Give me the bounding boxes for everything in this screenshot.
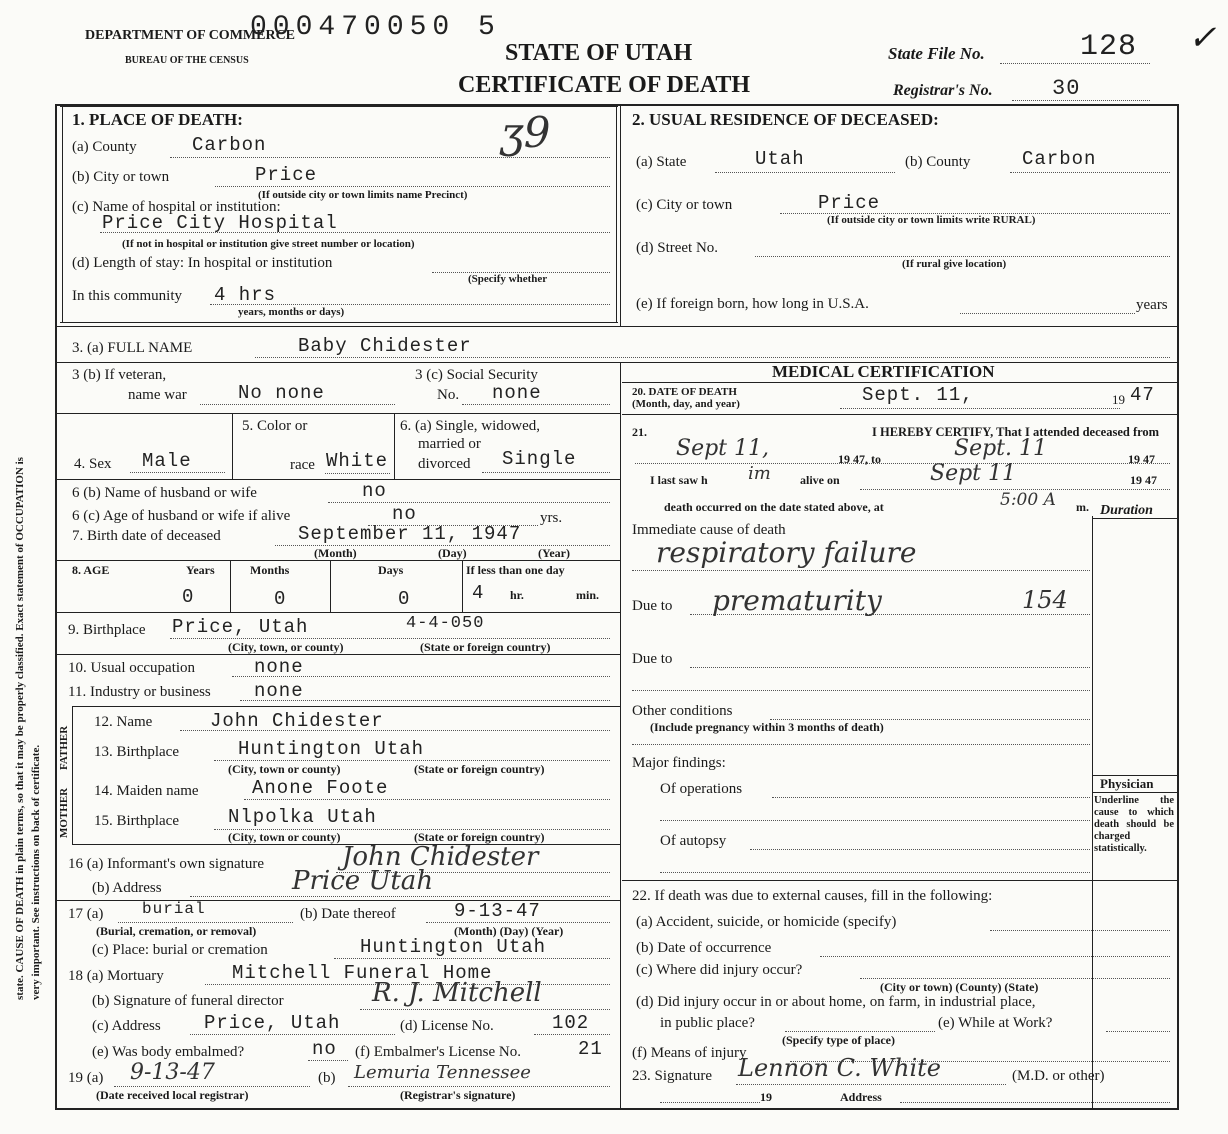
age-years-header: Years	[186, 563, 215, 577]
mother-maiden-label: 14. Maiden name	[94, 783, 199, 799]
attended-to: Sept. 11	[954, 436, 1047, 461]
mother-side-label: MOTHER	[58, 787, 70, 838]
attended-from: Sept 11,	[676, 436, 769, 461]
place-city-label: (b) City or town	[72, 169, 170, 185]
external-d: (d) Did injury occur in or about home, on farm, in industrial place,	[636, 994, 1036, 1010]
immediate-cause-label: Immediate cause of death	[632, 522, 786, 538]
embalmed-value: no	[312, 1038, 337, 1060]
duration-header: Duration	[1100, 503, 1153, 518]
race-label: race	[290, 457, 315, 473]
margin-instructions-2: very important. See instructions on back of certificate.	[30, 744, 42, 1000]
birth-day-note: (Day)	[438, 546, 467, 560]
cert-no: 21.	[632, 425, 647, 439]
place-specify: (Specify whether	[468, 273, 548, 285]
informant-addr-label: (b) Address	[92, 880, 162, 896]
marital-value: Single	[502, 448, 577, 470]
residence-heading: 2. USUAL RESIDENCE OF DECEASED:	[632, 110, 939, 129]
birth-date: September 11, 1947	[298, 523, 522, 545]
birth-year-note: (Year)	[538, 546, 570, 560]
place-hospital-note: (If not in hospital or institution give street number or location)	[122, 238, 415, 250]
serial-number: 000470050 5	[250, 12, 501, 43]
occurred-text: death occurred on the date stated above, at	[664, 500, 884, 514]
mother-birth-label: 15. Birthplace	[94, 813, 179, 829]
industry-label: 11. Industry or business	[68, 684, 211, 700]
margin-instructions-1: state. CAUSE OF DEATH in plain terms, so that it may be properly classified. Exact statement of OCCUPATION is	[14, 457, 26, 1000]
mother-city-note: (City, town or county)	[228, 830, 341, 844]
birthplace: Price, Utah	[172, 616, 309, 638]
res-county-label: (b) County	[905, 154, 971, 170]
physician-header: Physician	[1100, 776, 1154, 791]
ss-value: none	[492, 382, 542, 404]
occupation: none	[254, 656, 304, 678]
external-e: (e) While at Work?	[938, 1015, 1053, 1031]
color-label: 5. Color or	[242, 418, 308, 434]
birthplace-code: 4-4-050	[406, 614, 485, 633]
burial-date: 9-13-47	[454, 900, 541, 922]
age-hours: 4	[472, 582, 485, 604]
burial-value: burial	[142, 900, 206, 918]
occupation-label: 10. Usual occupation	[68, 660, 196, 676]
attended-to-year: 19 47	[1128, 452, 1155, 466]
res-state: Utah	[755, 148, 805, 170]
signature-address-label: Address	[840, 1090, 882, 1104]
res-city-note: (If outside city or town limits write RURAL)	[827, 214, 1036, 226]
informant-signature: John Chidester	[342, 842, 539, 872]
age-months-header: Months	[250, 563, 290, 577]
place-ymd-note: years, months or days)	[238, 306, 345, 318]
external-heading: 22. If death was due to external causes, fill in the following:	[632, 888, 993, 904]
state-file-no: 128	[1080, 30, 1138, 64]
attended-to-label: 19 47, to	[838, 452, 881, 466]
father-name-label: 12. Name	[94, 714, 153, 730]
other-conditions-note: (Include pregnancy within 3 months of death)	[650, 720, 884, 734]
birthplace-city-note: (City, town, or county)	[228, 640, 344, 654]
sex-label: 4. Sex	[74, 456, 112, 472]
external-b: (b) Date of occurrence	[636, 940, 772, 956]
mortuary: Mitchell Funeral Home	[232, 962, 493, 984]
due-to-label: Due to	[632, 598, 673, 614]
death-date-note: (Month, day, and year)	[632, 398, 740, 410]
divorced-label: divorced	[418, 456, 471, 472]
father-birth-label: 13. Birthplace	[94, 744, 179, 760]
mother-state-note: (State or foreign country)	[414, 830, 545, 844]
mother-birthplace: Nlpolka Utah	[228, 806, 377, 828]
external-cts: (City or town) (County) (State)	[880, 980, 1039, 994]
registrar-label: Registrar's No.	[893, 82, 993, 99]
age-days-header: Days	[378, 563, 404, 577]
signature-year: 19	[760, 1090, 772, 1104]
alive-on-label: alive on	[800, 473, 840, 487]
marital-label: 6. (a) Single, widowed,	[400, 418, 540, 434]
certify-text: I HEREBY CERTIFY, That I attended deceased from	[872, 425, 1160, 439]
ss-no-label: No.	[437, 387, 460, 403]
registrar-sig-label: (b)	[318, 1070, 336, 1086]
death-date: Sept. 11,	[862, 384, 974, 406]
state-file-label: State File No.	[888, 44, 985, 63]
age-days: 0	[398, 588, 411, 610]
age-label: 8. AGE	[72, 563, 110, 577]
place-hospital-label: (c) Name of hospital or institution:	[72, 199, 281, 215]
spouse-value: no	[362, 480, 387, 502]
spouse-age-label: 6 (c) Age of husband or wife if alive	[72, 508, 291, 524]
father-city-note: (City, town or county)	[228, 762, 341, 776]
spouse-yrs: yrs.	[540, 510, 563, 526]
alive-date: Sept 11	[930, 461, 1017, 486]
race-value: White	[326, 450, 389, 472]
bureau: BUREAU OF THE CENSUS	[125, 55, 249, 66]
burial-note: (Burial, cremation, or removal)	[96, 924, 257, 938]
license-no: 102	[552, 1012, 590, 1034]
physician-signature: Lennon C. White	[738, 1054, 942, 1082]
due-to-2-label: Due to	[632, 651, 673, 667]
received-note: (Date received local registrar)	[96, 1088, 249, 1102]
birth-month-note: (Month)	[314, 546, 357, 560]
veteran-label: 3 (b) If veteran,	[72, 367, 167, 383]
external-f: (f) Means of injury	[632, 1045, 747, 1061]
sex-value: Male	[142, 450, 192, 472]
external-c: (c) Where did injury occur?	[636, 962, 803, 978]
burial-place: Huntington Utah	[360, 936, 547, 958]
death-year-prefix: 19	[1112, 392, 1125, 407]
spouse-label: 6 (b) Name of husband or wife	[72, 485, 257, 501]
ss-label: 3 (c) Social Security	[415, 367, 538, 383]
res-foreign-label: (e) If foreign born, how long in U.S.A.	[636, 296, 869, 312]
birth-date-label: 7. Birth date of deceased	[72, 528, 221, 544]
place-heading: 1. PLACE OF DEATH:	[72, 110, 243, 129]
place-hospital: Price City Hospital	[102, 212, 338, 234]
res-city-label: (c) City or town	[636, 197, 733, 213]
full-name: Baby Chidester	[298, 335, 472, 357]
autopsy-label: Of autopsy	[660, 833, 727, 849]
informant-sig-label: 16 (a) Informant's own signature	[68, 856, 264, 872]
res-years: years	[1136, 297, 1168, 313]
death-time: 5:00 A	[1000, 490, 1056, 510]
registrar-signature: Lemuria Tennessee	[354, 1062, 531, 1083]
due-to-cause: prematurity	[712, 584, 882, 617]
burial-mdy: (Month) (Day) (Year)	[454, 924, 564, 938]
death-year: 47	[1130, 384, 1155, 406]
registrar-no: 30	[1052, 76, 1081, 101]
last-saw-label: I last saw h	[650, 473, 708, 487]
burial-label: 17 (a)	[68, 906, 104, 922]
res-state-label: (a) State	[636, 154, 687, 170]
death-time-m: m.	[1076, 500, 1089, 514]
place-community: 4 hrs	[214, 284, 277, 306]
external-d2: in public place?	[660, 1015, 755, 1031]
received-date: 9-13-47	[130, 1060, 215, 1085]
father-state-note: (State or foreign country)	[414, 762, 545, 776]
immediate-cause: respiratory failure	[656, 536, 917, 569]
embalmer-label: (f) Embalmer's License No.	[355, 1044, 521, 1060]
war-label: name war	[128, 387, 187, 403]
res-city: Price	[818, 192, 881, 214]
spouse-age-value: no	[392, 503, 417, 525]
mortuary-label: 18 (a) Mortuary	[68, 968, 164, 984]
age-less-header: If less than one day	[466, 563, 565, 577]
medical-heading: MEDICAL CERTIFICATION	[772, 362, 995, 381]
alive-year: 19 47	[1130, 473, 1157, 487]
place-community-label: In this community	[72, 288, 182, 304]
license-label: (d) License No.	[400, 1018, 494, 1034]
place-county-label: (a) County	[72, 139, 137, 155]
director-signature: R. J. Mitchell	[372, 978, 542, 1008]
res-street-note: (If rural give location)	[902, 258, 1007, 270]
external-a: (a) Accident, suicide, or homicide (specify)	[636, 914, 897, 930]
age-min: min.	[576, 588, 600, 602]
place-city-note: (If outside city or town limits name Precinct)	[258, 189, 468, 201]
place-city: Price	[255, 164, 318, 186]
mortuary-address: Price, Utah	[204, 1012, 341, 1034]
major-findings-label: Major findings:	[632, 755, 726, 771]
war-value: No none	[238, 382, 325, 404]
embalmed-label: (e) Was body embalmed?	[92, 1044, 245, 1060]
age-years: 0	[182, 586, 195, 608]
industry: none	[254, 680, 304, 702]
res-street-label: (d) Street No.	[636, 240, 719, 256]
father-name: John Chidester	[210, 710, 384, 732]
operations-label: Of operations	[660, 781, 743, 797]
signature-label: 23. Signature	[632, 1068, 712, 1084]
check-mark: ✓	[1188, 20, 1217, 57]
place-stay-label: (d) Length of stay: In hospital or institution	[72, 255, 333, 271]
place-marks: ʒ9	[500, 108, 551, 157]
mother-maiden-name: Anone Foote	[252, 777, 389, 799]
place-county: Carbon	[192, 134, 267, 156]
birthplace-label: 9. Birthplace	[68, 622, 146, 638]
due-to-code: 154	[1022, 586, 1068, 614]
res-county: Carbon	[1022, 148, 1097, 170]
physician-note: Underline the cause to which death should be charged statistically.	[1094, 795, 1174, 854]
mortuary-address-label: (c) Address	[92, 1018, 161, 1034]
age-hr: hr.	[510, 588, 524, 602]
registrar-note: (Registrar's signature)	[400, 1088, 516, 1102]
age-months: 0	[274, 588, 287, 610]
certificate-title: CERTIFICATE OF DEATH	[458, 72, 751, 98]
external-spec: (Specify type of place)	[782, 1033, 895, 1047]
full-name-label: 3. (a) FULL NAME	[72, 340, 193, 356]
death-date-label: 20. DATE OF DEATH	[632, 386, 737, 398]
married-label: married or	[418, 436, 481, 452]
received-label: 19 (a)	[68, 1070, 104, 1086]
md-label: (M.D. or other)	[1012, 1068, 1105, 1084]
other-conditions-label: Other conditions	[632, 703, 733, 719]
embalmer-no: 21	[578, 1038, 603, 1060]
burial-date-label: (b) Date thereof	[300, 906, 396, 922]
department: DEPARTMENT OF COMMERCE	[85, 28, 296, 43]
state-title: STATE OF UTAH	[505, 40, 693, 66]
burial-place-label: (c) Place: burial or cremation	[92, 942, 268, 958]
last-saw-him: im	[748, 463, 771, 484]
father-side-label: FATHER	[58, 725, 70, 770]
informant-address: Price Utah	[292, 866, 434, 896]
birthplace-state-note: (State or foreign country)	[420, 640, 551, 654]
director-label: (b) Signature of funeral director	[92, 993, 284, 1009]
father-birthplace: Huntington Utah	[238, 738, 425, 760]
